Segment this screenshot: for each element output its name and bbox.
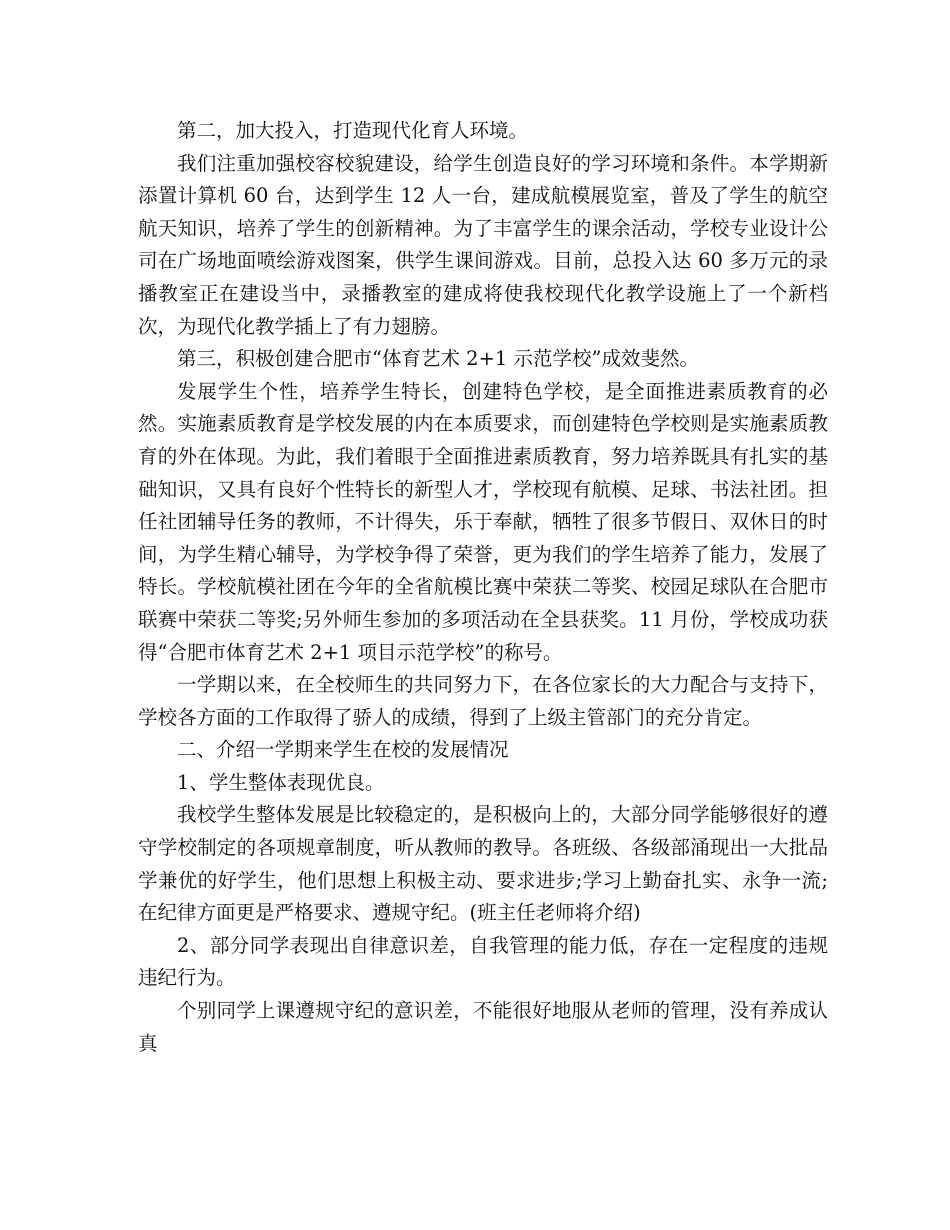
paragraph-semester-summary: 一学期以来，在全校师生的共同努力下，在各位家长的大力配合与支持下，学校各方面的工作取得了骄人的成绩，得到了上级主管部门的充分肯定。 [138, 673, 828, 729]
subheading-self-discipline: 2、部分同学表现出自律意识差，自我管理的能力低，存在一定程度的违规违纪行为。 [138, 933, 828, 990]
paragraph-individual-students: 个别同学上课遵规守纪的意识差，不能很好地服从老师的管理，没有养成认真 [138, 999, 828, 1055]
paragraph-overall-performance: 我校学生整体发展是比较稳定的，是积极向上的，大部分同学能够很好的遵守学校制定的各项规章制度，听从教师的教导。各班级、各级部涌现出一大批品学兼优的好学生，他们思想上积极主动、要求进步;学习上勤奋扎实、永争一流;在纪律方面更是严格要求、遵规守纪。(班主任老师将介绍) [138, 803, 828, 925]
paragraph-heading-third: 第三，积极创建合肥市“体育艺术 2+1 示范学校”成效斐然。 [177, 347, 699, 371]
section-heading-student-development: 二、介绍一学期来学生在校的发展情况 [177, 738, 509, 762]
paragraph-characteristic-school: 发展学生个性，培养学生特长，创建特色学校，是全面推进素质教育的必然。实施素质教育是学校发展的内在本质要求，而创建特色学校则是实施素质教育的外在体现。为此，我们着眼于全面推进素质教育，努力培养既具有扎实的基础知识，又具有良好个性特长的新型人才，学校现有航模、足球、书法社团。担任社团辅导任务的教师，不计得失，乐于奉献，牺牲了很多节假日、双休日的时间，为学生精心辅导，为学校争得了荣誉，更为我们的学生培养了能力，发展了特长。学校航模社团在今年的全省航模比赛中荣获二等奖、校园足球队在合肥市联赛中荣获二等奖;另外师生参加的多项活动在全县获奖。11 月份，学校成功获得“合肥市体育艺术 2+1 项目示范学校”的称号。 [138, 379, 828, 664]
document-body [138, 115, 828, 1060]
paragraph-campus-environment: 我们注重加强校容校貌建设，给学生创造良好的学习环境和条件。本学期新添置计算机 60 台，达到学生 12 人一台，建成航模展览室，普及了学生的航空航天知识，培养了学生的创新精神。为了丰富学生的课余活动，学校专业设计公司在广场地面喷绘游戏图案，供学生课间游戏。目前，总投入达 60 多万元的录播教室正在建设当中，录播教室的建成将使我校现代化教学设施上了一个新档次，为现代化教学插上了有力翅膀。 [138, 151, 828, 338]
paragraph-heading-second: 第二，加大投入，打造现代化育人环境。 [177, 119, 529, 142]
subheading-overall-performance: 1、学生整体表现优良。 [177, 770, 385, 794]
